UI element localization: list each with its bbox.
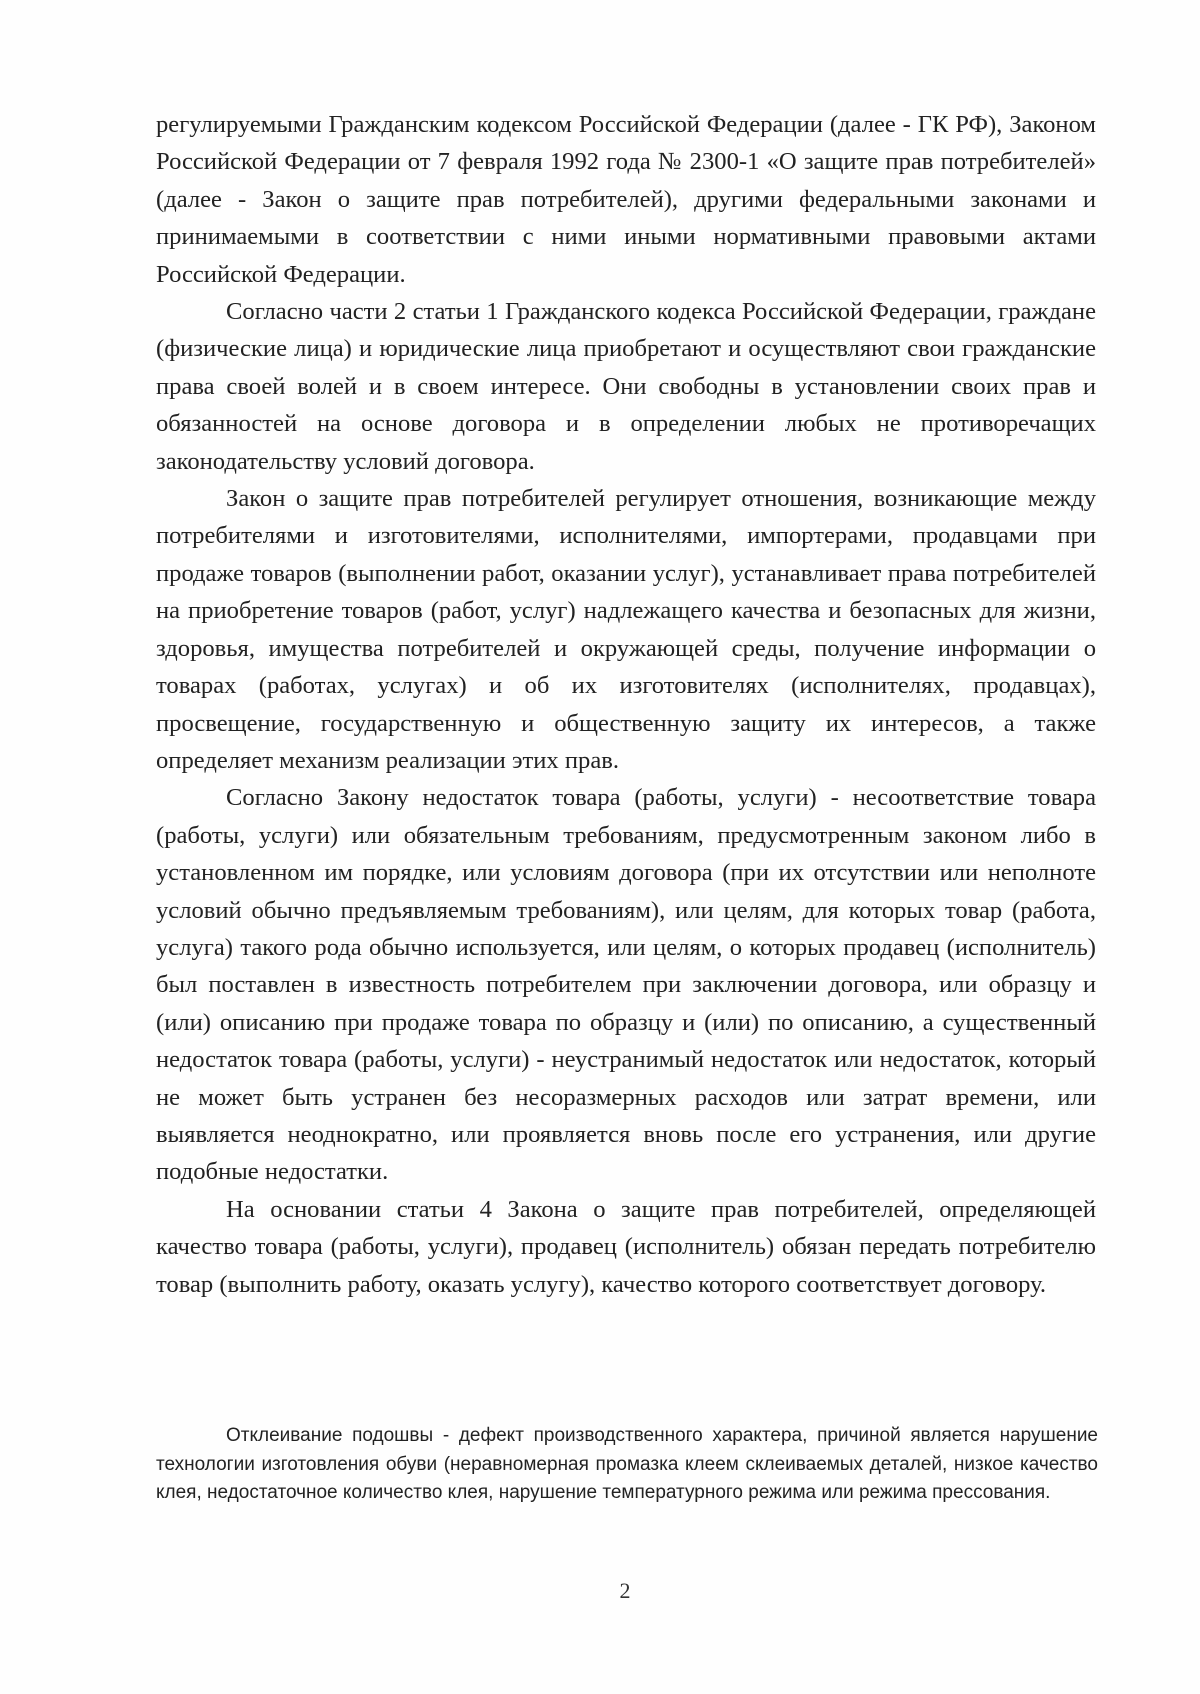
paragraph-1: регулируемыми Гражданским кодексом Российской Федерации (далее - ГК РФ), Законом Российской Федерации от 7 февраля 1992 года № 2300-1 «О защите прав потребителей» (далее - Закон о защите прав потребителей), другими федеральными законами и принимаемыми в соответствии с ними иными нормативными правовыми актами Российской Федерации. — [156, 111, 1096, 288]
paragraph-5: На основании статьи 4 Закона о защите прав потребителей, определяющей качество товара (работы, услуги), продавец (исполнитель) обязан передать потребителю товар (выполнить работу, оказать услугу), качество которого соответствует договору. — [156, 1195, 1096, 1298]
paragraph-3: Закон о защите прав потребителей регулирует отношения, возникающие между потребителями и изготовителями, исполнителями, импортерами, продавцами при продаже товаров (выполнении работ, оказании услуг), устанавливает права потребителей на приобретение товаров (работ, услуг) надлежащего качества и безопасных для жизни, здоровья, имущества потребителей и окружающей среды, получение информации о товарах (работах, услугах) и об их изготовителях (исполнителях, продавцах), просвещение, государственную и общественную защиту их интересов, а также определяет механизм реализации этих прав. — [156, 485, 1096, 774]
page-number: 2 — [619, 1578, 631, 1603]
paragraph-4: Согласно Закону недостаток товара (работы, услуги) - несоответствие товара (работы, услуги) или обязательным требованиям, предусмотренным законом либо в установленном им порядке, или условиям договора (при их отсутствии или неполноте условий обычно предъявляемым требованиям), или целям, для которых товар (работа, услуга) такого рода обычно используется, или целям, о которых продавец (исполнитель) был поставлен в известность потребителем при заключении договора, или образцу и (или) описанию при продаже товара по образцу и (или) по описанию, а существенный недостаток товара (работы, услуги) - неустранимый недостаток или недостаток, который не может быть устранен без несоразмерных расходов или затрат времени, или выявляется неоднократно, или проявляется вновь после его устранения, или другие подобные недостатки. — [156, 784, 1096, 1186]
paragraph-2: Согласно части 2 статьи 1 Гражданского кодекса Российской Федерации, граждане (физические лица) и юридические лица приобретают и осуществляют свои гражданские права своей волей и в своем интересе. Они свободны в установлении своих прав и обязанностей на основе договора и в определении любых не противоречащих законодательству условий договора. — [156, 298, 1096, 475]
defect-note: Отклеивание подошвы - дефект производственного характера, причиной является нарушение технологии изготовления обуви (неравномерная промазка клеем склеиваемых деталей, низкое качество клея, недостаточное количество клея, нарушение температурного режима или режима прессования. — [156, 1425, 1098, 1503]
body-text — [156, 106, 1096, 1303]
